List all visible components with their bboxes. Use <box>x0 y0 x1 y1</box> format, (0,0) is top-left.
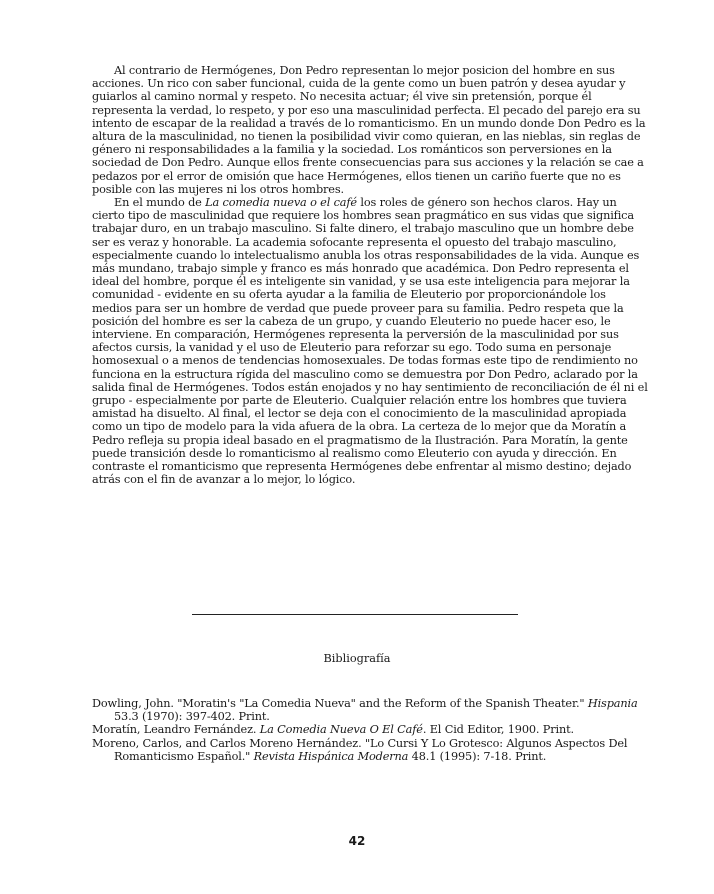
play-title: La comedia nueva o el café <box>205 196 357 210</box>
separator-rule <box>192 614 518 615</box>
entry-text: Moratín, Leandro Fernández. <box>92 723 260 737</box>
bibliography-title: Bibliografía <box>323 652 391 665</box>
entry-text: Moreno, Carlos, and Carlos Moreno Hernández. "Lo Cursi Y Lo Grotesco: Algunos Aspectos Del Romanticismo Español." <box>92 736 628 763</box>
bibliography-entry <box>92 697 662 723</box>
bibliography-entry <box>92 737 662 763</box>
entry-text: . El Cid Editor, 1900. Print. <box>422 723 574 737</box>
paragraph-1: Al contrario de Hermógenes, Don Pedro representan lo mejor posicion del hombre en sus acciones. Un rico con saber funcional, cuida de la gente como un buen patrón y desea ayudar y guiarlos al camino normal y respeto. No necesita actuar; él vive sin pretensión, porque él representa la verdad, lo respeto, y por eso una masculinidad perfecta. El pecado del parejo era su intento de escapar de la realidad a través de lo romanticismo. En un mundo donde Don Pedro es la altura de la masculinidad, no tienen la posibilidad vivir como quieran, en las nieblas, sin reglas de género ni responsabilidades a la familia y la sociedad. Los románticos son perversiones en la sociedad de Don Pedro. Aunque ellos frente consecuencias para sus acciones y la relación se cae a pedazos por el error de omisión que hace Hermógenes, ellos tienen un cariño fuerte que no es posible con las mujeres ni los otros hombres. <box>92 64 646 196</box>
entry-journal: Revista Hispánica Moderna <box>253 749 409 763</box>
entry-journal: Hispania <box>587 697 638 710</box>
page-number: 42 <box>348 834 366 848</box>
bibliography-entry <box>92 723 662 736</box>
entry-text: Dowling, John. "Moratin's "La Comedia Nueva" and the Reform of the Spanish Theater." <box>92 697 588 710</box>
entry-text: 53.3 (1970): 397-402. Print. <box>114 710 270 724</box>
paragraph-2-start: En el mundo de <box>114 196 206 210</box>
bibliography-list <box>92 697 662 763</box>
paragraph-2-rest: los roles de género son hechos claros. Hay un cierto tipo de masculinidad que requiere los hombres sean pragmático en sus vidas que significa trabajar duro, en un trabajo masculino. Si falte dinero, el trabajo masculino que un hombre debe ser es veraz y honorable. La academia sofocante representa el opuesto del trabajo masculino, especialmente cuando lo intelectualismo anubla los otras responsabilidades de la vida. Aunque es más mundano, trabajo simple y franco es más honrado que académica. Don Pedro representa el ideal del hombre, porque él es inteligente sin vanidad, y se usa este inteligencia para mejorar la comunidad - evidente en su oferta ayudar a la familia de Eleuterio por proporcionándole los medios para ser un hombre de verdad que puede proveer para su familia. Pedro respeta que la posición del hombre es ser la cabeza de un grupo, y cuando Eleuterio no puede hacer eso, le interviene. En comparación, Hermógenes representa la perversión de la masculinidad por sus afectos cursis, la vanidad y el uso de Eleuterio para reforzar su ego. Todo suma en personaje homosexual o a menos de tendencias homosexuales. De todas formas este tipo de rendimiento no funciona en la estructura rígida del masculino como se demuestra por Don Pedro, aclarado por la salida final de Hermógenes. Todos están enojados y no hay sentimiento de reconciliación de él ni el grupo - especialmente por parte de Eleuterio. Cualquier relación entre los hombres que tuviera amistad ha disuelto. Al final, el lector se deja con el conocimiento de la masculinidad apropiada como un tipo de modelo para la vida afuera de la obra. La certeza de lo mejor que da Moratín a Pedro refleja su propia ideal basado en el pragmatismo de la Ilustración. Para Moratín, la gente puede transición desde lo romanticismo al realismo como Eleuterio con ayuda y dirección. En contraste el romanticismo que representa Hermógenes debe enfrentar al mismo destino; dejado atrás con el fin de avanzar a lo mejor, lo lógico. <box>92 196 648 487</box>
entry-text: 48.1 (1995): 7-18. Print. <box>408 749 547 763</box>
body-text <box>92 64 648 487</box>
paragraph-2 <box>92 196 648 486</box>
entry-book: La Comedia Nueva O El Café <box>259 723 423 737</box>
